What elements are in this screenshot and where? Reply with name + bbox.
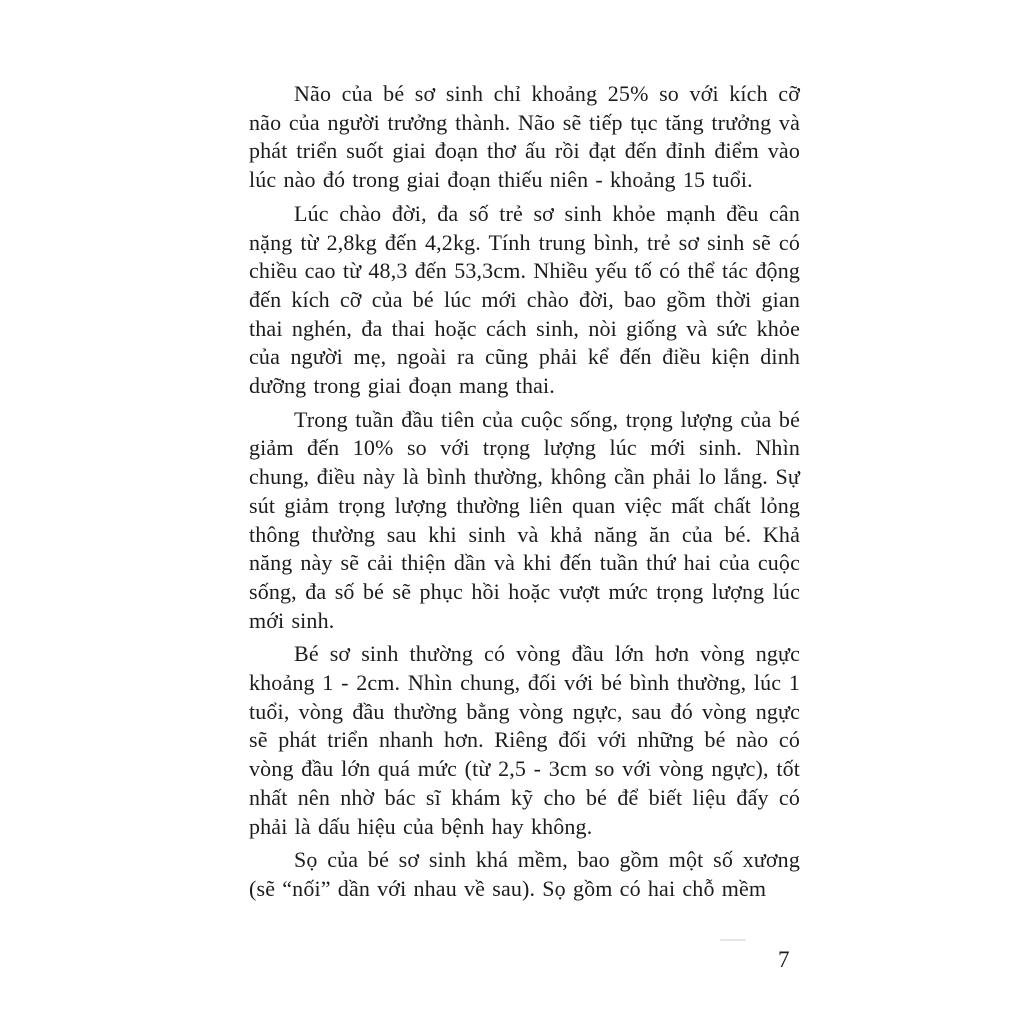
body-text (249, 80, 800, 909)
paragraph-brain-size: Não của bé sơ sinh chỉ khoảng 25% so với kích cỡ não của người trưởng thành. Não sẽ tiếp tục tăng trưởng và phát triển suốt giai đoạn thơ ấu rồi đạt đến đỉnh điểm vào lúc nào đó trong giai đoạn thiếu niên - khoảng 15 tuổi. (249, 81, 800, 193)
scan-artifact-dash (720, 939, 746, 941)
paragraph-head-circumference: Bé sơ sinh thường có vòng đầu lớn hơn vòng ngực khoảng 1 - 2cm. Nhìn chung, đối với bé bình thường, lúc 1 tuổi, vòng đầu thường bằng vòng ngực, sau đó vòng ngực sẽ phát triển nhanh hơn. Riêng đối với những bé nào có vòng đầu lớn quá mức (từ 2,5 - 3cm so với vòng ngực), tốt nhất nên nhờ bác sĩ khám kỹ cho bé để biết liệu đấy có phải là dấu hiệu của bệnh hay không. (249, 641, 800, 839)
paragraph-skull: Sọ của bé sơ sinh khá mềm, bao gồm một số xương (sẽ “nối” dần với nhau về sau). Sọ gồm có hai chỗ mềm (249, 847, 800, 901)
paragraph-first-week-weight: Trong tuần đầu tiên của cuộc sống, trọng lượng của bé giảm đến 10% so với trọng lượng lúc mới sinh. Nhìn chung, điều này là bình thường, không cần phải lo lắng. Sự sút giảm trọng lượng thường liên quan việc mất chất lỏng thông thường sau khi sinh và khả năng ăn của bé. Khả năng này sẽ cải thiện dần và khi đến tuần thứ hai của cuộc sống, đa số bé sẽ phục hồi hoặc vượt mức trọng lượng lúc mới sinh. (249, 406, 800, 633)
page-number: 7 (778, 947, 790, 972)
paragraph-birth-weight: Lúc chào đời, đa số trẻ sơ sinh khỏe mạnh đều cân nặng từ 2,8kg đến 4,2kg. Tính trung bình, trẻ sơ sinh sẽ có chiều cao từ 48,3 đến 53,3cm. Nhiều yếu tố có thể tác động đến kích cỡ của bé lúc mới chào đời, bao gồm thời gian thai nghén, đa thai hoặc cách sinh, nòi giống và sức khỏe của người mẹ, ngoài ra cũng phải kể đến điều kiện dinh dưỡng trong giai đoạn mang thai. (249, 200, 800, 399)
